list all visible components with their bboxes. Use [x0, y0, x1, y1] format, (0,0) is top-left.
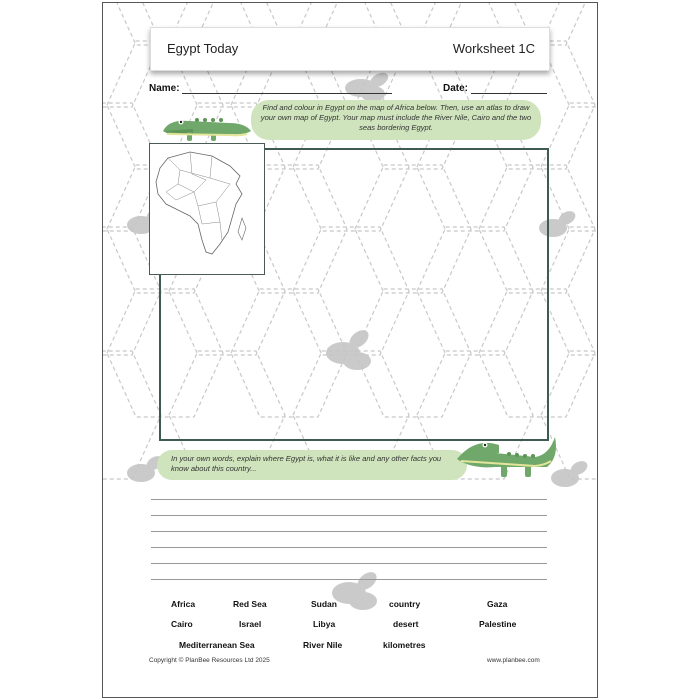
writing-line[interactable]	[151, 563, 547, 564]
word-bank-item: kilometres	[383, 640, 426, 650]
word-bank-item: Africa	[171, 599, 196, 609]
worksheet-page	[102, 2, 598, 698]
footer-website[interactable]: www.planbee.com	[487, 657, 540, 664]
crocodile-icon	[455, 427, 561, 483]
instruction-text-2: In your own words, explain where Egypt is, what it is like and any other facts you know about this country...	[171, 454, 442, 473]
name-label: Name:	[149, 83, 180, 94]
word-bank-item: country	[389, 599, 421, 609]
word-bank-item: Sudan	[311, 599, 337, 609]
word-bank-item: Mediterranean Sea	[179, 640, 255, 650]
hexagon-outline	[541, 227, 598, 355]
word-bank-item: Palestine	[479, 619, 517, 629]
instruction-bubble-top	[251, 100, 541, 140]
writing-line[interactable]	[151, 547, 547, 548]
word-bank-item: Gaza	[487, 599, 508, 609]
date-field[interactable]	[443, 83, 547, 94]
writing-line[interactable]	[151, 579, 547, 580]
name-field[interactable]	[149, 83, 392, 94]
word-bank-item: Israel	[239, 619, 262, 629]
footer-copyright: Copyright © PlanBee Resources Ltd 2025	[149, 657, 270, 664]
word-bank-item: Libya	[313, 619, 336, 629]
date-line[interactable]	[471, 93, 547, 94]
crocodile-icon	[159, 101, 253, 147]
writing-line[interactable]	[151, 499, 547, 500]
writing-line[interactable]	[151, 531, 547, 532]
instruction-text-1: Find and colour in Egypt on the map of Africa below. Then, use an atlas to draw your own map of Egypt. Your map must include the River Nile, Cairo and the two seas bordering Egypt.	[260, 103, 532, 132]
word-bank-item: Cairo	[171, 619, 193, 629]
fly-icon	[332, 569, 380, 610]
word-bank-item: River Nile	[303, 640, 343, 650]
writing-line[interactable]	[151, 515, 547, 516]
africa-map	[149, 143, 265, 275]
name-line[interactable]	[182, 93, 392, 94]
africa-map-icon	[150, 144, 264, 274]
word-bank-item: Red Sea	[233, 599, 267, 609]
date-label: Date:	[443, 83, 469, 94]
instruction-bubble-bottom	[157, 450, 467, 480]
title-banner	[150, 27, 550, 71]
word-bank-item: desert	[393, 619, 419, 629]
worksheet-number: Worksheet 1C	[452, 41, 535, 56]
worksheet-title: Egypt Today	[167, 41, 239, 56]
